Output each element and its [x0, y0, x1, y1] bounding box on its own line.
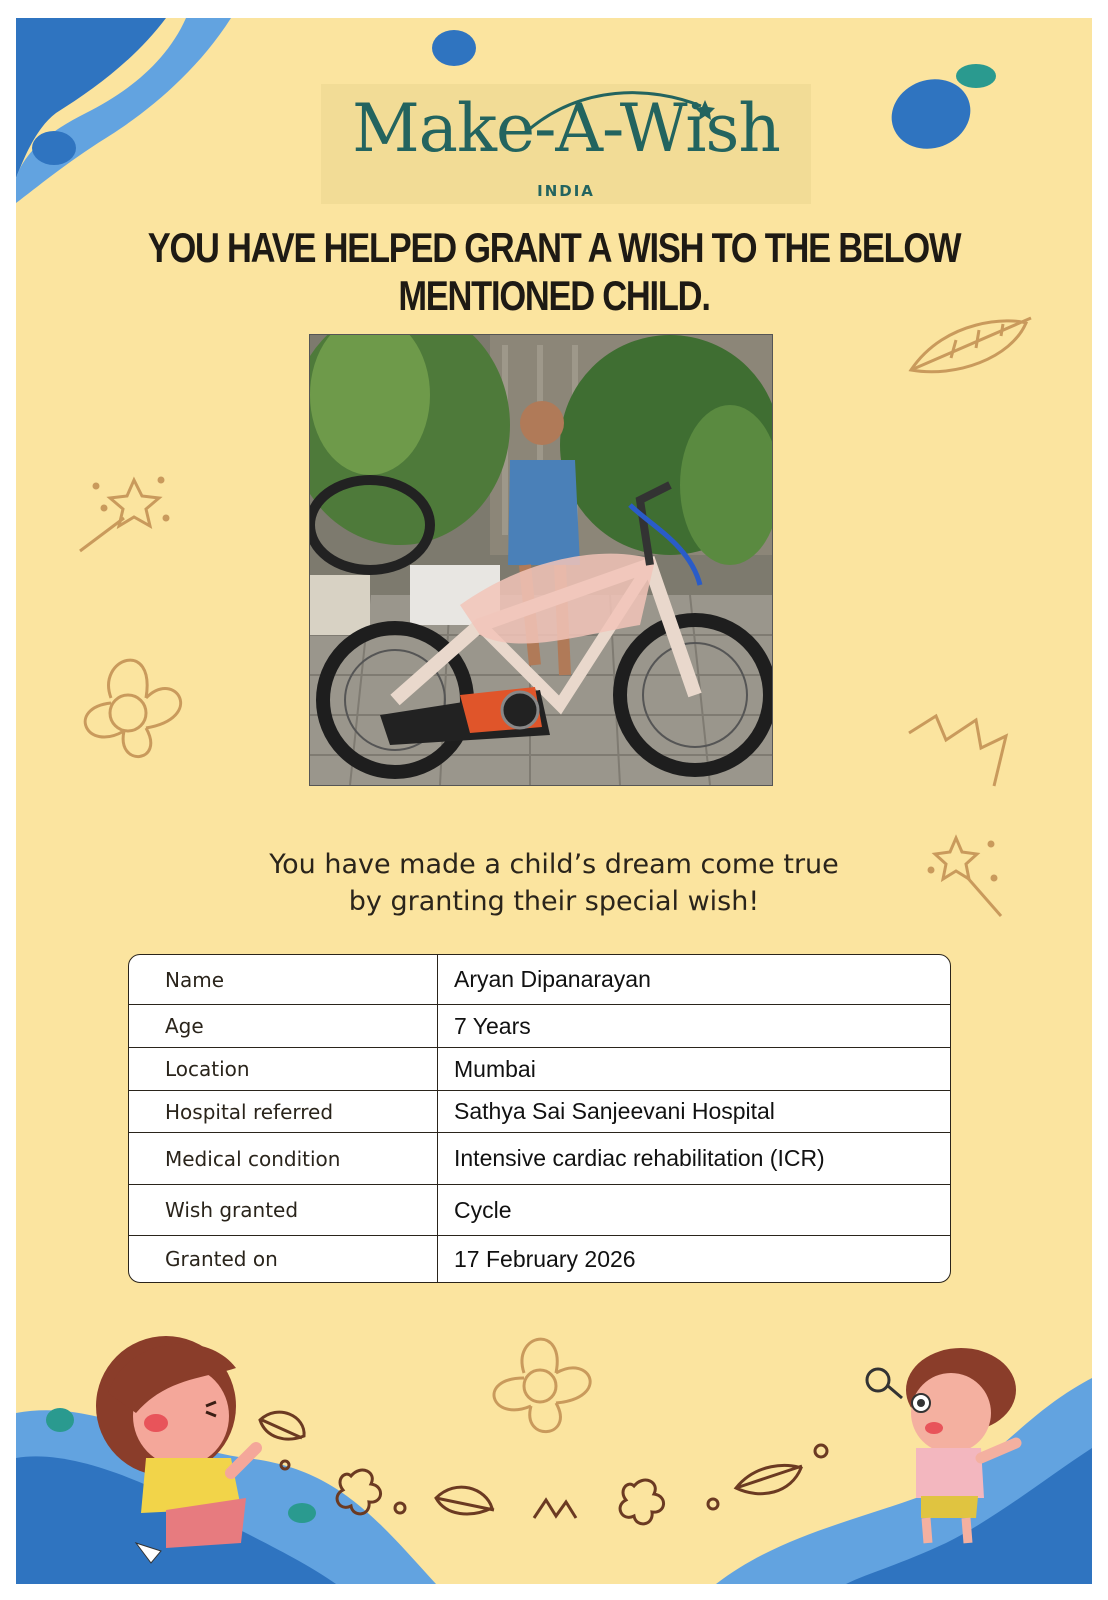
row-label: Wish granted [129, 1185, 438, 1235]
row-value: 17 February 2026 [454, 1245, 636, 1272]
row-label: Name [129, 955, 438, 1004]
row-value: 7 Years [454, 1012, 531, 1039]
table-row [129, 1236, 950, 1282]
ground-doodles-icon [260, 1412, 827, 1524]
flower-doodle-icon [85, 660, 180, 756]
row-value: Cycle [454, 1196, 512, 1223]
table-row [129, 955, 950, 1005]
bottom-flower-doodle-icon [494, 1339, 590, 1431]
row-label: Location [129, 1048, 438, 1090]
message-line-2: by granting their special wish! [348, 886, 760, 917]
wish-details-table [128, 954, 951, 1283]
make-a-wish-logo [321, 84, 811, 204]
table-row [129, 1185, 950, 1236]
row-label: Hospital referred [129, 1091, 438, 1132]
child-with-bicycle-image [310, 335, 772, 785]
row-value: Aryan Dipanarayan [454, 966, 651, 992]
row-label: Granted on [129, 1236, 438, 1282]
message-line-1: You have made a child’s dream come true [269, 849, 839, 880]
leaf-doodle-icon [911, 318, 1031, 372]
row-label: Age [129, 1005, 438, 1047]
magic-wand-icon [80, 478, 168, 551]
certificate-headline: YOU HAVE HELPED GRANT A WISH TO THE BELOW MENTIONED CHILD. [147, 224, 961, 319]
logo-region: INDIA [537, 182, 595, 200]
row-label: Medical condition [129, 1133, 438, 1184]
row-value: Intensive cardiac rehabilitation (ICR) [454, 1145, 825, 1171]
row-value: Mumbai [454, 1055, 536, 1082]
table-row [129, 1005, 950, 1048]
zigzag-doodle-icon [909, 716, 1006, 786]
logo-wordmark: Make-A-Wish [352, 90, 780, 167]
table-row [129, 1048, 950, 1091]
table-row [129, 1133, 950, 1185]
table-row [129, 1091, 950, 1133]
child-photo [309, 334, 773, 786]
row-value: Sathya Sai Sanjeevani Hospital [454, 1098, 775, 1124]
thank-you-message [16, 846, 1092, 920]
certificate-card [16, 18, 1092, 1584]
